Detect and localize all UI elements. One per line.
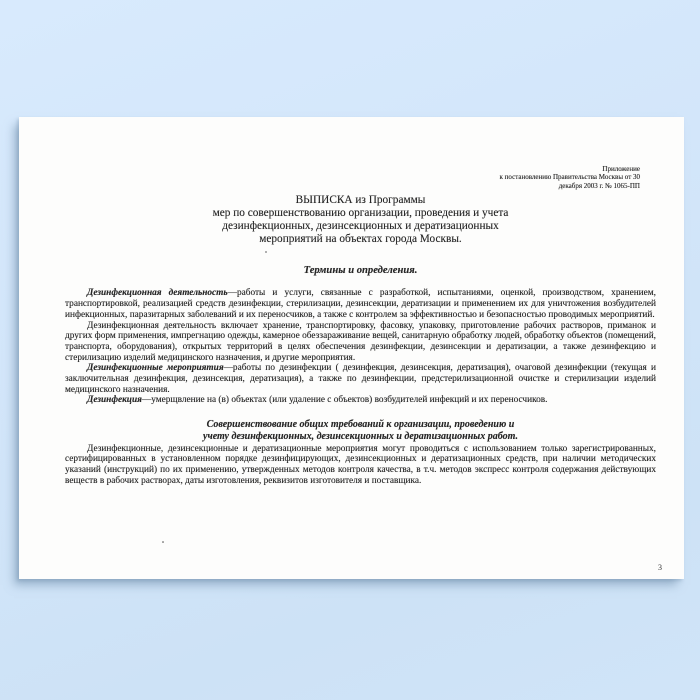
subheading-line: учету дезинфекционных, дезинсекционных и дератизационных работ. xyxy=(203,431,518,443)
paragraph xyxy=(65,444,656,487)
paragraph xyxy=(65,288,656,320)
document-body xyxy=(65,288,656,486)
title-line: мероприятий на объектах города Москвы. xyxy=(259,232,462,245)
paragraph xyxy=(65,363,656,395)
term-lead: Дезинфекционные мероприятия xyxy=(87,363,224,374)
paragraph xyxy=(65,321,656,364)
page-number: 3 xyxy=(658,563,662,572)
scan-speck xyxy=(162,541,164,543)
document-title xyxy=(65,194,656,245)
title-line: ВЫПИСКА из Программы xyxy=(295,194,426,207)
title-line: мер по совершенствованию организации, проведения и учета xyxy=(212,207,509,220)
paragraph-text: —работы по дезинфекции ( дезинфекция, дезинсекция, дератизация), очаговой дезинфекции (текущая и заключительная дезинфекция, дезинсекция, дератизация), а также по дезинфекции, предстерилизационной очистке и стерилизации изделий медицинского назначения. xyxy=(65,363,656,395)
appendix-note-line: к постановлению Правительства Москвы от 30 xyxy=(499,173,640,182)
appendix-note xyxy=(65,165,640,190)
paragraph-text: —умерщвление на (в) объектах (или удаление с объектов) возбудителей инфекций и их переносчиков. xyxy=(141,395,548,406)
document-content xyxy=(19,117,684,579)
appendix-note-line: декабря 2003 г. № 1065-ПП xyxy=(558,181,640,190)
term-lead: Дезинфекционная деятельность xyxy=(87,288,228,299)
paragraph-text: Дезинфекционная деятельность включает хранение, транспортировку, фасовку, упаковку, приготовление рабочих растворов, приманок и других форм применения, импрегнацию одежды, камерное обеззараживание вещей, санитарную обработку людей, обработку объектов (помещений, транспорта, оборудования), открытых территорий в целях обеспечения дезинфекции, дезинсекции и дератизации, а также дезинфекцию и стерилизацию изделий медицинского назначения, и другие мероприятия. xyxy=(65,320,656,363)
term-lead: Дезинфекция xyxy=(87,395,142,406)
subheading-line: Совершенствование общих требований к организации, проведению и xyxy=(206,419,515,431)
paragraph xyxy=(65,395,656,406)
paragraph-text: Дезинфекционные, дезинсекционные и дератизационные мероприятия могут проводиться с использованием только зарегистрированных, сертифицированных в установленном порядке дезинфицирующих, дезинсекционных и дератизационных средств, при наличии методических указаний (инструкций) по их применению, утвержденных методов контроля качества, в т.ч. методов экспресс контроля содержания действующих веществ в рабочих растворах, даты изготовления, реквизитов изготовителя и поставщика. xyxy=(65,443,656,486)
appendix-note-line: Приложение xyxy=(602,165,640,173)
section-heading-improvement xyxy=(65,419,656,443)
document-page xyxy=(19,117,684,579)
scan-speck xyxy=(265,251,267,253)
section-heading-terms: Термины и определения. xyxy=(303,265,418,277)
title-line: дезинфекционных, дезинсекционных и дератизационных xyxy=(222,219,499,232)
paragraph-text: —работы и услуги, связанные с разработкой, испытаниями, оценкой, производством, хранением, транспортировкой, реализацией средств дезинфекции, стерилизации, дезинсекции, дератизации и применением их для уничтожения возбудителей инфекционных, паразитарных заболеваний и их переносчиков, а также с контролем за эффективностью и безопасностью проводимых мероприятий. xyxy=(65,288,656,320)
